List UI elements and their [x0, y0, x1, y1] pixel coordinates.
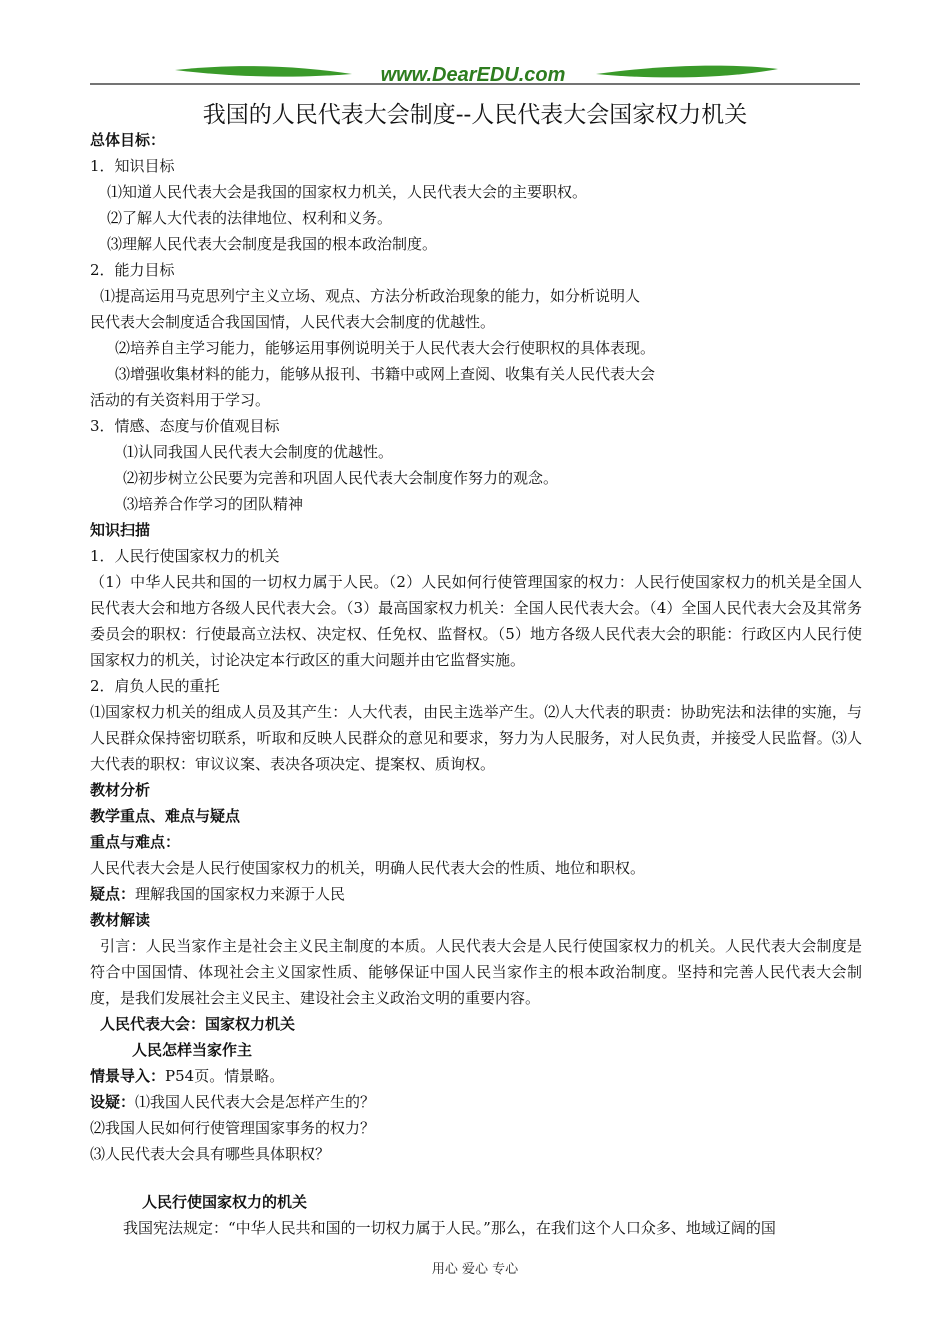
knowledge-goal-heading: 1．知识目标: [90, 157, 175, 175]
question-label: 设疑：: [90, 1093, 136, 1111]
doubt-body: 理解我国的国家权力来源于人民: [135, 885, 346, 903]
reading-heading: 教材解读: [90, 911, 151, 929]
section-2-heading: 人民行使国家权力的机关: [142, 1193, 308, 1211]
page-footer: 用心 爱心 专心: [431, 1262, 519, 1277]
question-2: ⑵我国人民如何行使管理国家事务的权力？: [90, 1119, 376, 1137]
scan-section-1-heading: 1．人民行使国家权力的机关: [90, 547, 280, 565]
scene-line: [90, 1063, 862, 1089]
emotion-goal-1: ⑴认同我国人民代表大会制度的优越性。: [123, 443, 394, 461]
scan-heading: 知识扫描: [90, 521, 151, 539]
section-1-heading: 人民代表大会：国家权力机关: [100, 1015, 296, 1033]
section-1-subheading: 人民怎样当家作主: [132, 1041, 253, 1059]
ability-goal-3b: 活动的有关资料用于学习。: [90, 391, 271, 409]
analysis-heading: 教材分析: [90, 781, 151, 799]
document-title: 我国的人民代表大会制度--人民代表大会国家权力机关: [202, 102, 748, 128]
site-banner: [90, 58, 860, 90]
emotion-goal-2: ⑵初步树立公民要为完善和巩固人民代表大会制度作努力的观念。: [123, 469, 559, 487]
scan-section-1-body: （1）中华人民共和国的一切权力属于人民。（2）人民如何行使管理国家的权力：人民行使国家权力的机关是全国人民代表大会和地方各级人民代表大会。（3）最高国家权力机关：全国人民代表大会。（4）全国人民代表大会及其常务委员会的职权：行使最高立法权、决定权、任免权、监督权。（5）地方各级人民代表大会的职能：行政区内人民行使国家权力的机关，讨论决定本行政区的重大问题并由它监督实施。: [90, 573, 862, 669]
scan-section-2-body: ⑴国家权力机关的组成人员及其产生：人大代表，由民主选举产生。⑵人大代表的职责：协助宪法和法律的实施，与人民群众保持密切联系，听取和反映人民群众的意见和要求，努力为人民服务，对人民负责，并接受人民监督。⑶人大代表的职权：审议议案、表决各项决定、提案权、质询权。: [90, 703, 862, 773]
emotion-goal-heading: 3．情感、态度与价值观目标: [90, 417, 280, 435]
emotion-goal-3: ⑶培养合作学习的团队精神: [123, 495, 304, 513]
document-body: [90, 127, 862, 1241]
question-3: ⑶人民代表大会具有哪些具体职权？: [90, 1145, 331, 1163]
banner-swoosh-graphic: [90, 58, 860, 90]
spacer: [90, 1167, 862, 1189]
site-logo-text: www.DearEDU.com: [380, 64, 566, 86]
key-points-heading: 重点与难点：: [90, 833, 181, 851]
question-1: ⑴我国人民代表大会是怎样产生的？: [135, 1093, 376, 1111]
ability-goal-heading: 2．能力目标: [90, 261, 175, 279]
ability-goal-1b: 民代表大会制度适合我国国情，人民代表大会制度的优越性。: [90, 313, 496, 331]
goals-heading: 总体目标：: [90, 131, 166, 149]
knowledge-goal-1: ⑴知道人民代表大会是我国的国家权力机关，人民代表大会的主要职权。: [107, 183, 588, 201]
doubt-label: 疑点：: [90, 885, 136, 903]
doubt-line: [90, 881, 862, 907]
scan-section-2-heading: 2．肩负人民的重托: [90, 677, 220, 695]
knowledge-goal-2: ⑵了解人大代表的法律地位、权利和义务。: [107, 209, 393, 227]
question-line-1: [90, 1089, 862, 1115]
scene-body: P54页。情景略。: [165, 1067, 285, 1085]
constitution-paragraph: 我国宪法规定：“中华人民共和国的一切权力属于人民。”那么，在我们这个人口众多、地域辽阔的国: [123, 1219, 776, 1237]
key-points-body: 人民代表大会是人民行使国家权力的机关，明确人民代表大会的性质、地位和职权。: [90, 859, 646, 877]
scene-label: 情景导入：: [90, 1067, 166, 1085]
ability-goal-2: ⑵培养自主学习能力，能够运用事例说明关于人民代表大会行使职权的具体表现。: [115, 339, 656, 357]
ability-goal-3a: ⑶增强收集材料的能力，能够从报刊、书籍中或网上查阅、收集有关人民代表大会: [115, 365, 656, 383]
analysis-subheading: 教学重点、难点与疑点: [90, 807, 241, 825]
intro-paragraph: 引言：人民当家作主是社会主义民主制度的本质。人民代表大会是人民行使国家权力的机关。人民代表大会制度是符合中国国情、体现社会主义国家性质、能够保证中国人民当家作主的根本政治制度。坚持和完善人民代表大会制度，是我们发展社会主义民主、建设社会主义政治文明的重要内容。: [90, 937, 862, 1007]
ability-goal-1a: ⑴提高运用马克思列宁主义立场、观点、方法分析政治现象的能力，如分析说明人: [100, 287, 641, 305]
knowledge-goal-3: ⑶理解人民代表大会制度是我国的根本政治制度。: [107, 235, 438, 253]
